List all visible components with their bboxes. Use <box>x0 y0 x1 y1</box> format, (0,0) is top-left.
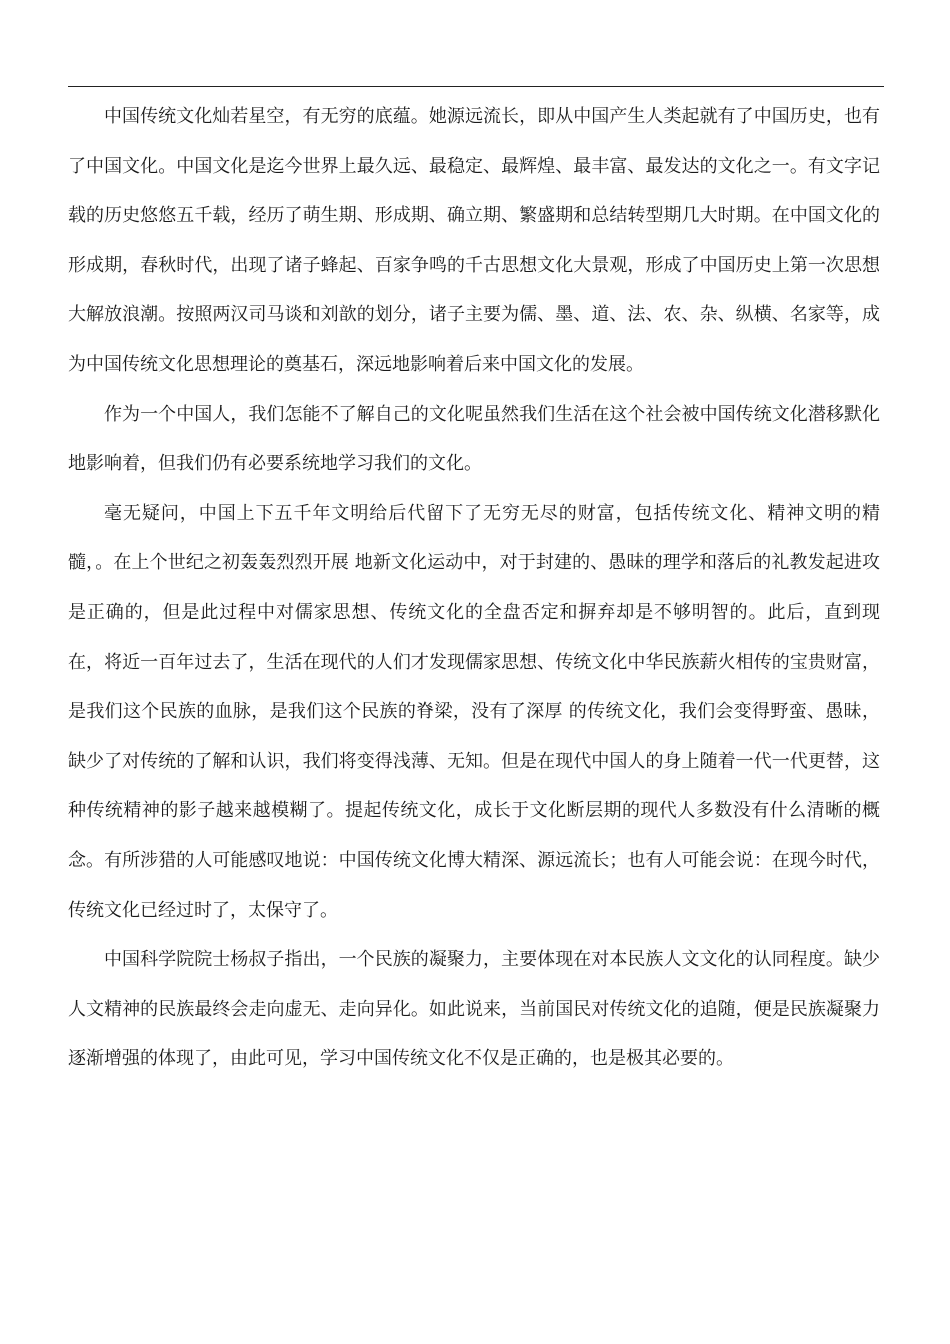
paragraph-4: 中国科学院院士杨叔子指出，一个民族的凝聚力，主要体现在对本民族人文文化的认同程度。缺少人文精神的民族最终会走向虚无、走向异化。如此说来，当前国民对传统文化的追随，便是民族凝聚力逐渐增强的体现了，由此可见，学习中国传统文化不仅是正确的，也是极其必要的。 <box>68 949 880 1070</box>
paragraph-2: 作为一个中国人，我们怎能不了解自己的文化呢虽然我们生活在这个社会被中国传统文化潜移默化地影响着，但我们仍有必要系统地学习我们的文化。 <box>68 403 880 475</box>
document-body <box>68 92 880 1084</box>
paragraph-1: 中国传统文化灿若星空，有无穷的底蕴。她源远流长，即从中国产生人类起就有了中国历史，也有了中国文化。中国文化是迄今世界上最久远、最稳定、最辉煌、最丰富、最发达的文化之一。有文字记载的历史悠悠五千载，经历了萌生期、形成期、确立期、繁盛期和总结转型期几大时期。在中国文化的形成期，春秋时代，出现了诸子蜂起、百家争鸣的千古思想文化大景观，形成了中国历史上第一次思想大解放浪潮。按照两汉司马谈和刘歆的划分，诸子主要为儒、墨、道、法、农、杂、纵横、名家等，成为中国传统文化思想理论的奠基石，深远地影响着后来中国文化的发展。 <box>68 106 880 375</box>
paragraph-3: 毫无疑问，中国上下五千年文明给后代留下了无穷无尽的财富，包括传统文化、精神文明的精髓，。在上个世纪之初轰轰烈烈开展 地新文化运动中，对于封建的、愚昧的理学和落后的礼教发起进攻是正确的，但是此过程中对儒家思想、传统文化的全盘否定和摒弃却是不够明智的。此后，直到现 在，将近一百年过去了，生活在现代的人们才发现儒家思想、传统文化中华民族薪火相传的宝贵财富，是我们这个民族的血脉，是我们这个民族的脊梁，没有了深厚 的传统文化，我们会变得野蛮、愚昧，缺少了对传统的了解和认识，我们将变得浅薄、无知。但是在现代中国人的身上随着一代一代更替，这种传统精神的影子越来越模糊了。提起传统文化，成长于文化断层期的现代人多数没有什么清晰的概念。有所涉猎的人可能感叹地说：中国传统文化博大精深、源远流长；也有人可能会说：在现今时代，传统文化已经过时了，太保守了。 <box>68 502 880 921</box>
header-rule <box>68 86 884 87</box>
